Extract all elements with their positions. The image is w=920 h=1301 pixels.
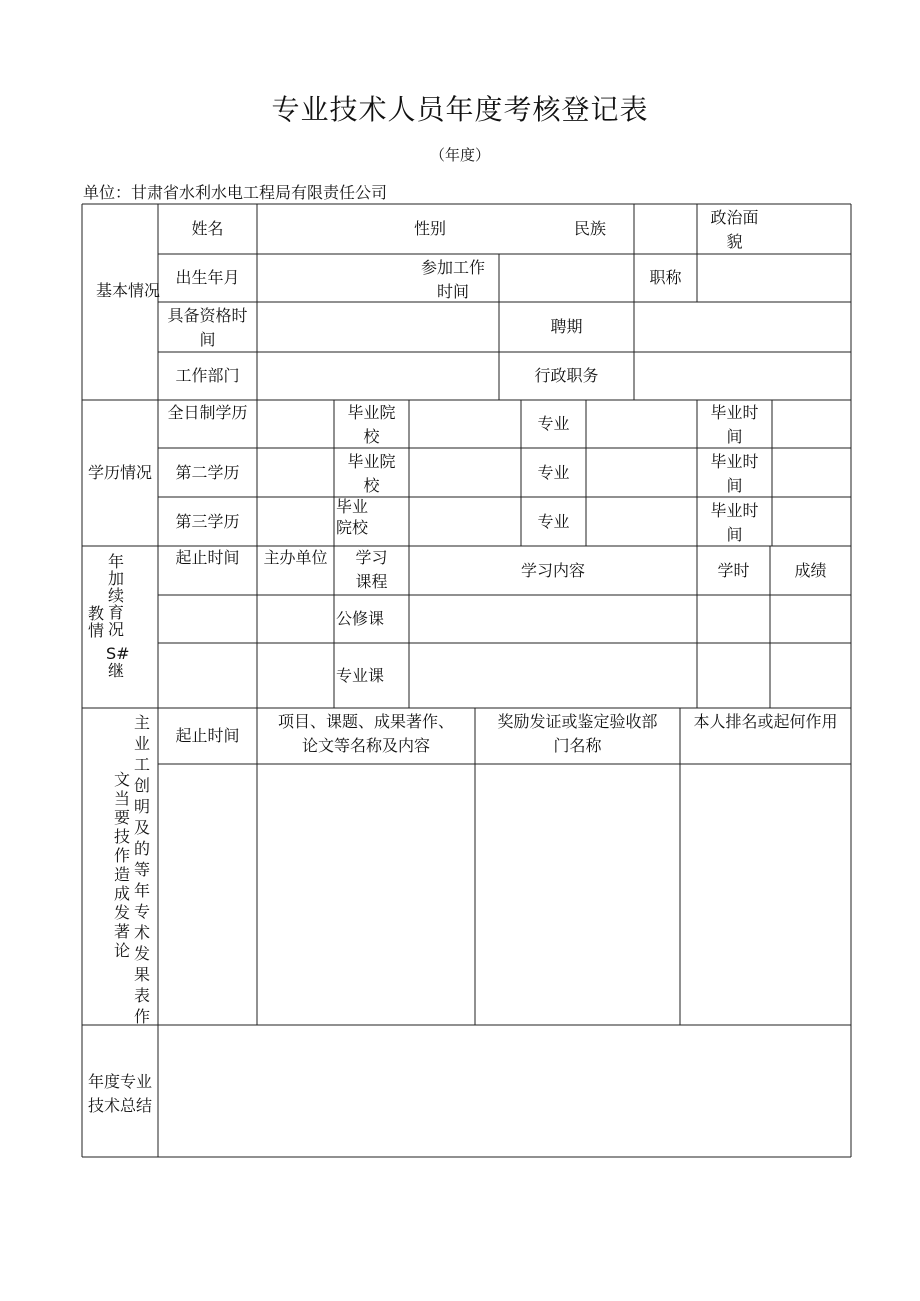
project-label-line2: 论文等名称及内容 (301, 736, 430, 755)
major-label-2: 专业 (537, 463, 570, 482)
birth-date-label: 出生年月 (175, 268, 240, 287)
award-label-line2: 门名称 (553, 736, 602, 755)
major-course-label: 专业课 (336, 666, 385, 685)
project-label-line1: 项目、课题、成果著作、 (277, 712, 454, 731)
role-label: 本人排名或起何作用 (693, 712, 838, 731)
education-section-label: 学历情况 (87, 463, 152, 482)
political-status-label-line1: 政治面 (710, 208, 759, 227)
school-label-3-line2: 院校 (336, 518, 369, 537)
summary-label-line2: 技术总结 (87, 1096, 152, 1115)
qualification-time-label-line1: 具备资格时 (167, 306, 248, 325)
course-label-line1: 学习 (355, 548, 388, 567)
admin-post-label: 行政职务 (534, 366, 599, 385)
grad-time-label-1-line1: 毕业时 (710, 403, 759, 422)
achievements-section-label-col1: 主业工创明及的等年专术发果表作 (133, 713, 150, 1026)
third-degree-label: 第三学历 (175, 512, 240, 531)
school-label-1-line2: 校 (363, 427, 380, 446)
grad-time-label-1-line2: 间 (726, 427, 743, 446)
qualification-time-label-line2: 间 (199, 330, 216, 349)
school-label-2-line1: 毕业院 (347, 452, 396, 471)
organizer-label: 主办单位 (263, 548, 328, 567)
ethnicity-label: 民族 (573, 219, 606, 238)
grad-time-label-3-line1: 毕业时 (710, 501, 759, 520)
basic-section-label: 基本情况 (96, 281, 161, 300)
page-title: 专业技术人员年度考核登记表 (271, 93, 649, 126)
summary-label-line1: 年度专业 (87, 1072, 152, 1091)
grad-time-label-3-line2: 间 (726, 525, 743, 544)
hire-period-label: 聘期 (550, 317, 583, 336)
political-status-label-line2: 貌 (726, 232, 743, 251)
score-label: 成绩 (794, 561, 827, 580)
gender-label: 性别 (413, 219, 446, 238)
unit-label: 单位：甘肃省水利水电工程局有限责任公司 (83, 183, 388, 202)
achievements-period-label: 起止时间 (175, 726, 240, 745)
major-label-1: 专业 (537, 414, 570, 433)
title-rank-label: 职称 (649, 268, 682, 287)
department-label: 工作部门 (175, 366, 240, 385)
second-degree-label: 第二学历 (175, 463, 240, 482)
course-label-line2: 课程 (355, 572, 388, 591)
fulltime-degree-label: 全日制学历 (167, 403, 248, 422)
school-label-2-line2: 校 (363, 476, 380, 495)
school-label-1-line1: 毕业院 (347, 403, 396, 422)
continuing-section-label-col1: 年加续育况 (107, 552, 124, 639)
year-subtitle: （年度） (429, 146, 490, 164)
continuing-period-label: 起止时间 (175, 548, 240, 567)
hours-label: 学时 (717, 561, 750, 580)
school-label-3-line1: 毕业 (336, 497, 369, 516)
name-label: 姓名 (191, 219, 224, 238)
grad-time-label-2-line2: 间 (726, 476, 743, 495)
continuing-section-label-col2: 教情 (87, 604, 104, 640)
achievements-section-label-col2: 文当要技作造成发著论 (113, 770, 130, 960)
public-course-label: 公修课 (336, 609, 385, 628)
major-label-3: 专业 (537, 512, 570, 531)
award-label-line1: 奖励发证或鉴定验收部 (497, 712, 658, 731)
work-start-label-line2: 时间 (436, 282, 469, 301)
study-content-label: 学习内容 (520, 561, 585, 580)
work-start-label-line1: 参加工作 (420, 258, 485, 277)
continuing-section-label-col3: S#继 (106, 644, 130, 680)
grad-time-label-2-line1: 毕业时 (710, 452, 759, 471)
